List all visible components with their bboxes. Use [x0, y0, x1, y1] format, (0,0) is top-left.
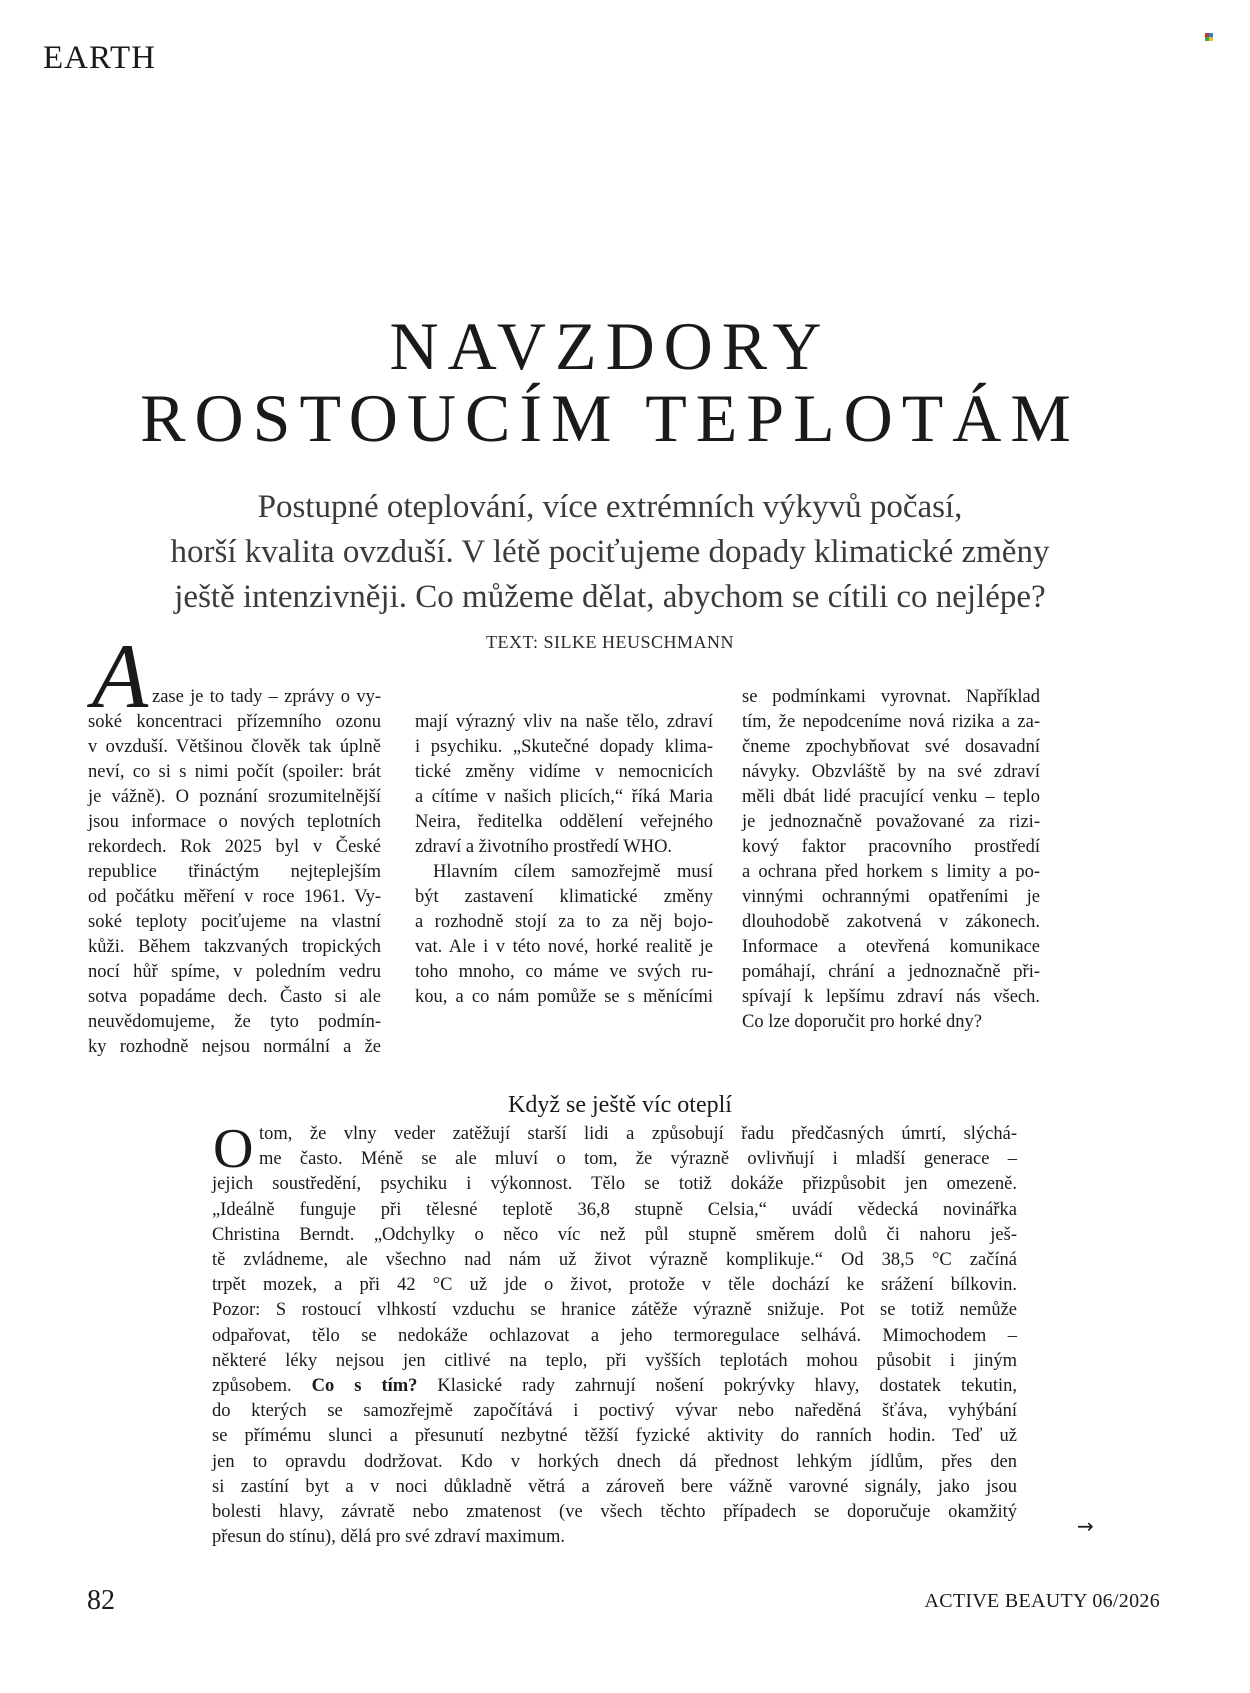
column-3-line: a ochrana před horkem s limity a po-	[742, 862, 1040, 882]
column-2-line: kou, a co nám pomůže se s měnícími	[415, 987, 713, 1007]
column-1-line: nocí hůř spíme, v poledním vedru	[88, 962, 381, 982]
box-line: jejich soustředění, psychiku i výkonnost. Tělo se totiž dokáže přizpůsobit jen omezeně.	[212, 1174, 1017, 1195]
box-line-with-bold	[212, 1374, 1017, 1399]
column-2-line: zdraví a životního prostředí WHO.	[415, 837, 673, 857]
column-1	[88, 710, 381, 1060]
box-line-rest: Klasické rady zahrnují nošení pokrývky hlavy, dostatek tekutin,	[437, 1376, 1017, 1397]
column-2-paragraph-1	[415, 710, 713, 860]
column-1-line: republice třináctým nejteplejším	[88, 862, 381, 882]
article-headline	[60, 310, 1160, 454]
column-1-line: v ovzduší. Většinou člověk tak úplně	[88, 737, 381, 757]
column-3-line: vinnými ochrannými opatřeními je	[742, 887, 1040, 907]
column-2-line: mají výrazný vliv na naše tělo, zdraví	[415, 712, 713, 732]
box-line: me často. Méně se ale mluví o tom, že výrazně ovlivňují i mladší generace –	[259, 1149, 1017, 1170]
column-3-line: dlouhodobě zakotvená v zákonech.	[742, 912, 1040, 932]
column-1-line: soké teploty pociťujeme na vlastní	[88, 912, 381, 932]
article-deck	[130, 485, 1090, 620]
box-drop-cap: O	[213, 1118, 254, 1180]
box-line: se přímému slunci a přesunutí nezbytné těžší fyzické aktivity do ranních hodin. Teď už	[212, 1426, 1017, 1447]
box-title: Když se ještě víc oteplí	[508, 1092, 732, 1118]
box-line: tě zvládneme, ale všechno nad nám už život výrazně komplikuje.“ Od 38,5 °C začíná	[212, 1250, 1017, 1271]
column-3-line: spívají k lepšímu zdraví nás všech.	[742, 987, 1040, 1007]
column-1-line: rekordech. Rok 2025 byl v České	[88, 837, 381, 857]
column-2	[415, 710, 713, 1010]
column-1-line: neví, co si s nimi počít (spoiler: brát	[88, 762, 381, 782]
section-label: EARTH	[43, 40, 157, 76]
box-line: přesun do stínu), dělá pro své zdraví maximum.	[212, 1527, 565, 1548]
headline-line-2: ROSTOUCÍM TEPLOTÁM	[140, 380, 1080, 456]
column-1-line: soké koncentraci přízemního ozonu	[88, 712, 381, 732]
deck-line-1: Postupné oteplování, více extrémních výkyvů počasí,	[257, 489, 963, 525]
column-3-line: návyky. Obzvláště by na své zdraví	[742, 762, 1040, 782]
column-2-paragraph-2	[415, 860, 713, 1010]
byline: TEXT: SILKE HEUSCHMANN	[485, 632, 735, 652]
column-2-line: toho mnoho, co máme ve svých ru-	[415, 962, 713, 982]
column-2-line: a rozhodně stojí za to za něj bojo-	[415, 912, 713, 932]
column-3-line: tím, že nepodceníme nová rizika a za-	[742, 712, 1040, 732]
box-line: bolesti hlavy, závratě nebo zmatenost (ve všech těchto případech se doporučuje okamžitý	[212, 1502, 1017, 1523]
column-3-line: čneme zpochybňovat své dosavadní	[742, 737, 1040, 757]
box-line: Christina Berndt. „Odchylky o něco víc než půl stupně směrem dolů či nahoru ješ-	[212, 1224, 1017, 1245]
column-2-line: a cítíme v našich plicích,“ říká Maria	[415, 787, 713, 807]
column-1-line: od počátku měření v roce 1961. Vy-	[88, 887, 381, 907]
column-3-line: je jednoznačně považované za rizi-	[742, 812, 1040, 832]
box-line-start: způsobem.	[212, 1376, 292, 1397]
column-1-line: jsou informace o nových teplotních	[88, 812, 381, 832]
column-2-line: vat. Ale i v této nové, horké realitě je	[415, 937, 713, 957]
column-3-line: měli dbát lidé pracující venku – teplo	[742, 787, 1040, 807]
column-3-line: Informace a otevřená komunikace	[742, 937, 1040, 957]
column-1-line: neuvědomujeme, že tyto podmín-	[88, 1012, 381, 1032]
column-1-top	[152, 685, 381, 710]
continue-arrow-icon: →	[1077, 1514, 1094, 1538]
box-line: do kterých se samozřejmě započítává i poctivý vývar nebo naředěná šťáva, vyhýbání	[212, 1401, 1017, 1422]
deck-line-2: horší kvalita ovzduší. V létě pociťujeme dopady klimatické změny	[170, 534, 1050, 570]
column-3-line: kový faktor pracovního prostředí	[742, 837, 1040, 857]
column-1-line: zase je to tady – zprávy o vy-	[152, 687, 381, 707]
box-line: trpět mozek, a při 42 °C už jde o život, protože v těle dochází ke srážení bílkovin.	[212, 1275, 1017, 1296]
box-line: některé léky nejsou jen citlivé na teplo, při vyšších teplotách mohou působit i jiným	[212, 1350, 1017, 1371]
column-1-line: ky rozhodně nejsou normální a že	[88, 1037, 381, 1057]
box-text	[212, 1118, 1017, 1550]
box-line: Pozor: S rostoucí vlhkostí vzduchu se hranice zátěže výrazně snižuje. Pot se totiž nemůže	[212, 1300, 1017, 1321]
box-line: odpařovat, tělo se nedokáže ochlazovat a jeho termoregulace selhává. Mimochodem –	[212, 1325, 1017, 1346]
column-3	[742, 685, 1040, 1035]
column-2-line: tické změny vidíme v nemocnicích	[415, 762, 713, 782]
column-3-line: se podmínkami vyrovnat. Například	[742, 687, 1040, 707]
headline-line-1: NAVZDORY	[389, 308, 831, 384]
column-2-line: Neira, ředitelka oddělení veřejného	[415, 812, 713, 832]
column-1-line: kůži. Během takzvaných tropických	[88, 937, 381, 957]
box-line: si zastíní byt a v noci důkladně větrá a zároveň bere vážně varovné signály, jako jsou	[212, 1476, 1017, 1497]
deck-line-3: ještě intenzivněji. Co můžeme dělat, abychom se cítili co nejlépe?	[174, 579, 1046, 615]
magazine-footer: ACTIVE BEAUTY 06/2026	[924, 1590, 1160, 1612]
column-2-line: Hlavním cílem samozřejmě musí	[433, 862, 713, 882]
column-1-line: sotva popadáme dech. Často si ale	[88, 987, 381, 1007]
column-2-line: i psychiku. „Skutečné dopady klima-	[415, 737, 713, 757]
column-1-line: je vážně). O poznání srozumitelnější	[88, 787, 381, 807]
box-bold-phrase: Co s tím?	[311, 1376, 418, 1397]
drop-cap: A	[92, 625, 149, 727]
box-line: jen to opravdu dodržovat. Kdo v horkých dnech dá přednost lehkým jídlům, přes den	[212, 1451, 1017, 1472]
color-registration-mark	[1205, 33, 1213, 41]
column-3-line: pomáhají, chrání a jednoznačně při-	[742, 962, 1040, 982]
column-2-line: být zastavení klimatické změny	[415, 887, 713, 907]
column-3-line: Co lze doporučit pro horké dny?	[742, 1012, 982, 1032]
box-line: „Ideálně funguje při tělesné teplotě 36,8 stupně Celsia,“ uvádí vědecká novinářka	[212, 1199, 1017, 1220]
page-number: 82	[87, 1585, 115, 1616]
box-line: tom, že vlny veder zatěžují starší lidi a způsobují řadu předčasných úmrtí, slýchá-	[259, 1124, 1017, 1144]
